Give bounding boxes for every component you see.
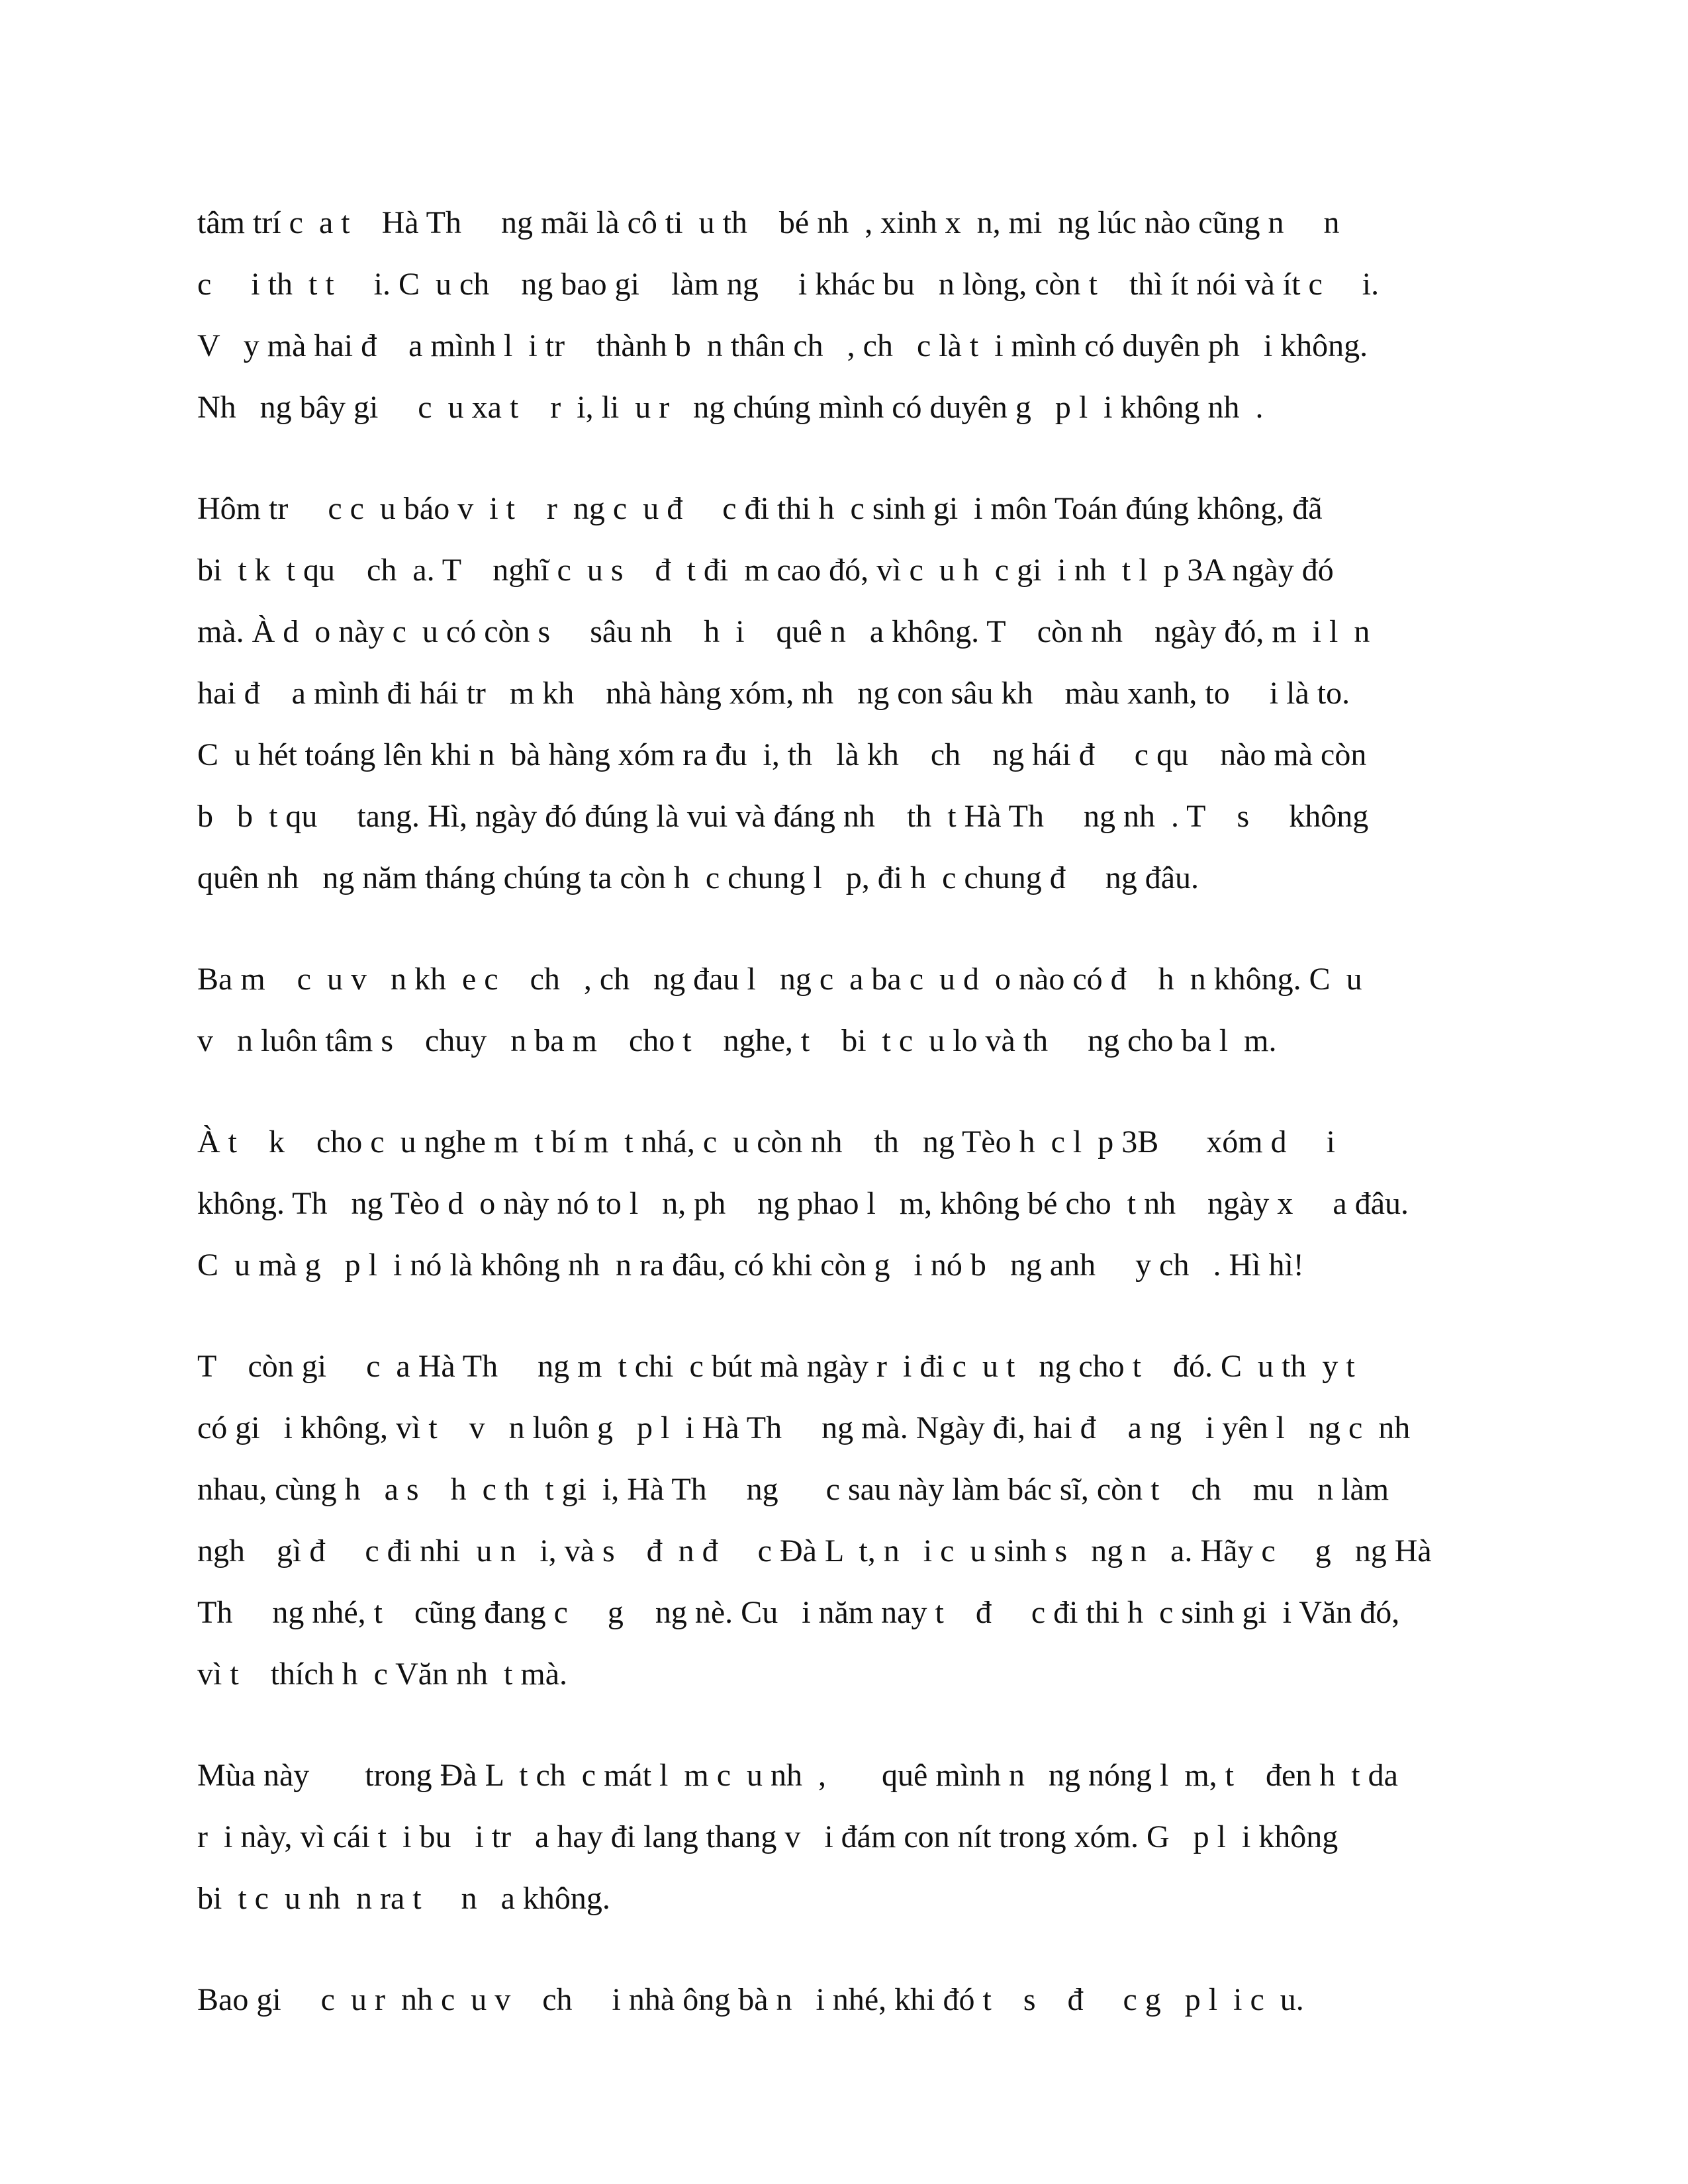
text-line: Mùa này trong Đà L t ch c mát l m c u nh , quê mình n ng nóng l m, t đen h t da xyxy=(197,1758,1398,1793)
text-line: ngh gì đ c đi nhi u n i, và s đ n đ c Đà L t, n i c u sinh s ng n a. Hãy c g ng Hà xyxy=(197,1533,1432,1569)
text-line: C u mà g p l i nó là không nh n ra đâu, có khi còn g i nó b ng anh y ch . Hì hì! xyxy=(197,1248,1304,1283)
text-line: C u hét toáng lên khi n bà hàng xóm ra đu i, th là kh ch ng hái đ c qu nào mà còn xyxy=(197,737,1367,772)
text-line: quên nh ng năm tháng chúng ta còn h c chung l p, đi h c chung đ ng đâu. xyxy=(197,860,1199,895)
paragraph-3 xyxy=(197,948,1491,1071)
text-line: Hôm tr c c u báo v i t r ng c u đ c đi thi h c sinh gi i môn Toán đúng không, đã xyxy=(197,491,1323,526)
text-line: v n luôn tâm s chuy n ba m cho t nghe, t bi t c u lo và th ng cho ba l m. xyxy=(197,1023,1277,1058)
letter-body xyxy=(197,192,1491,2070)
text-line: Ba m c u v n kh e c ch , ch ng đau l ng c a ba c u d o nào có đ h n không. C u xyxy=(197,962,1362,997)
paragraph-6 xyxy=(197,1745,1491,1929)
text-line: bi t c u nh n ra t n a không. xyxy=(197,1881,610,1916)
text-line: T còn gi c a Hà Th ng m t chi c bút mà ngày r i đi c u t ng cho t đó. C u th y t xyxy=(197,1349,1355,1384)
paragraph-4 xyxy=(197,1111,1491,1296)
text-line: mà. À d o này c u có còn s sâu nh h i quê n a không. T còn nh ngày đó, m i l n xyxy=(197,614,1370,649)
text-line: Bao gi c u r nh c u v ch i nhà ông bà n i nhé, khi đó t s đ c g p l i c u. xyxy=(197,1982,1304,2017)
text-line: À t k cho c u nghe m t bí m t nhá, c u còn nh th ng Tèo h c l p 3B xóm d i xyxy=(197,1124,1335,1160)
text-line: hai đ a mình đi hái tr m kh nhà hàng xóm, nh ng con sâu kh màu xanh, to i là to. xyxy=(197,676,1350,711)
text-line: tâm trí c a t Hà Th ng mãi là cô ti u th bé nh , xinh x n, mi ng lúc nào cũng n n xyxy=(197,205,1340,240)
text-line: V y mà hai đ a mình l i tr thành b n thân ch , ch c là t i mình có duyên ph i không. xyxy=(197,328,1368,363)
paragraph-7 xyxy=(197,1969,1491,2030)
paragraph-5 xyxy=(197,1336,1491,1705)
paragraph-2 xyxy=(197,478,1491,909)
text-line: r i này, vì cái t i bu i tr a hay đi lang thang v i đám con nít trong xóm. G p l i không xyxy=(197,1819,1338,1854)
text-line: b b t qu tang. Hì, ngày đó đúng là vui và đáng nh th t Hà Th ng nh . T s không xyxy=(197,799,1369,834)
text-line: có gi i không, vì t v n luôn g p l i Hà Th ng mà. Ngày đi, hai đ a ng i yên l ng c nh xyxy=(197,1410,1411,1445)
text-line: không. Th ng Tèo d o này nó to l n, ph ng phao l m, không bé cho t nh ngày x a đâu. xyxy=(197,1186,1409,1221)
text-line: c i th t t i. C u ch ng bao gi làm ng i khác bu n lòng, còn t thì ít nói và ít c i. xyxy=(197,267,1380,302)
text-line: vì t thích h c Văn nh t mà. xyxy=(197,1657,568,1692)
text-line: bi t k t qu ch a. T nghĩ c u s đ t đi m cao đó, vì c u h c gi i nh t l p 3A ngày đó xyxy=(197,553,1334,588)
text-line: Nh ng bây gi c u xa t r i, li u r ng chúng mình có duyên g p l i không nh . xyxy=(197,390,1264,425)
text-line: Th ng nhé, t cũng đang c g ng nè. Cu i năm nay t đ c đi thi h c sinh gi i Văn đó, xyxy=(197,1595,1400,1630)
paragraph-1 xyxy=(197,192,1491,438)
text-line: nhau, cùng h a s h c th t gi i, Hà Th ng c sau này làm bác sĩ, còn t ch mu n làm xyxy=(197,1472,1389,1507)
